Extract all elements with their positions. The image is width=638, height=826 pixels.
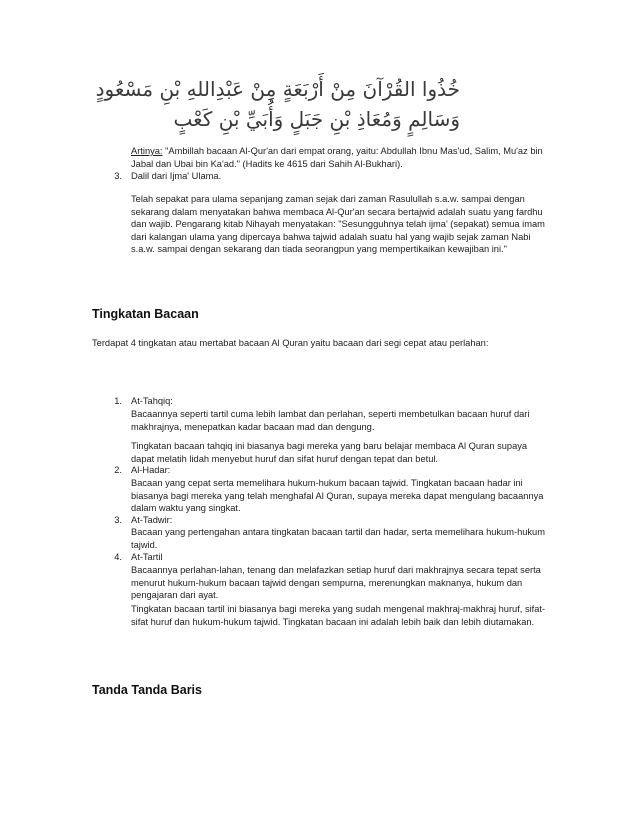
translation-text: "Ambillah bacaan Al-Qur'an dari empat orang, yaitu: Abdullah Ibnu Mas'ud, Salim, Mu'az bin Jabal dan Ubai bin Ka'ad." (Hadits ke 4615 dari Sahih Al-Bukhari). xyxy=(131,146,543,169)
point3-title: Dalil dari Ijma' Ulama. xyxy=(131,171,222,181)
section-heading-tingkatan-bacaan: Tingkatan Bacaan xyxy=(92,307,199,321)
item-3-number: 3. xyxy=(114,515,122,525)
item-4-body: Bacaannya perlahan-lahan, tenang dan melafazkan setiap huruf dari makhrajnya secara tepat serta menurut hukum-hukum bacaan tajwid dengan sempurna, merenungkan maknanya, hukum dan pengajaran dari ayat. xyxy=(131,565,541,600)
item-3-body: Bacaan yang pertengahan antara tingkatan bacaan tartil dan hadar, serta memelihara hukum-hukum tajwid. xyxy=(131,527,545,550)
item-1-number: 1. xyxy=(114,396,122,406)
item-4-number: 4. xyxy=(114,552,122,562)
item-2-number: 2. xyxy=(114,465,122,475)
item-3-title: At-Tadwir: xyxy=(131,515,173,525)
item-1-title: At-Tahqiq: xyxy=(131,396,173,406)
item-1-body: Bacaannya seperti tartil cuma lebih lambat dan perlahan, seperti membetulkan bacaan huruf dari makhrajnya, menepatkan kadar bacaan mad dan dengung. xyxy=(131,409,530,432)
point3-body: Telah sepakat para ulama sepanjang zaman sejak dari zaman Rasulullah s.a.w. sampai dengan sekarang dalam menyatakan bahwa membaca Al-Qur'an secara bertajwid adalah suatu yang fardhu dan wajib. Pengarang kitab Nihayah menyatakan: "Sesungguhnya telah ijma' (sepakat) semua imam dari kalangan ulama yang dipercaya bahwa tajwid adalah suatu hal yang wajib sejak zaman Nabi s.a.w. sampai dengan sekarang dan tiada seorangpun yang mempertikaikan kewajiban ini." xyxy=(131,194,545,254)
arabic-hadith-text xyxy=(95,74,460,142)
section-heading-tanda-tanda-baris: Tanda Tanda Baris xyxy=(92,683,202,697)
item-4-title: At-Tartil xyxy=(131,552,163,562)
arabic-line-1: خُذُوا القُرْآنَ مِنْ أَرْبَعَةٍ مِنْ عَبْدِاللهِ بْنِ مَسْعُودٍ xyxy=(95,77,460,101)
section-intro: Terdapat 4 tingkatan atau mertabat bacaan Al Quran yaitu bacaan dari segi cepat atau perlahan: xyxy=(92,338,489,348)
item-1-extra: Tingkatan bacaan tahqiq ini biasanya bagi mereka yang baru belajar membaca Al Quran supaya dapat melatih lidah menyebut huruf dan sifat huruf dengan tepat dan betul. xyxy=(131,441,528,464)
item-2-body: Bacaan yang cepat serta memelihara hukum-hukum bacaan tajwid. Tingkatan bacaan hadar ini biasanya bagi mereka yang telah menghafal Al Quran, supaya mereka dapat mengulang bacaannya dalam waktu yang singkat. xyxy=(131,478,544,513)
item-2-title: Al-Hadar: xyxy=(131,465,171,475)
item-4-extra: Tingkatan bacaan tartil ini biasanya bagi mereka yang sudah mengenal makhraj-makhraj huruf, sifat-sifat huruf dan hukum-hukum tajwid. Tingkatan bacaan ini adalah lebih baik dan lebih diutamakan. xyxy=(131,604,546,627)
translation-label: Artinya: xyxy=(131,146,163,156)
point3-number: 3. xyxy=(114,171,122,181)
arabic-line-2: وَسَالِمٍ وَمُعَاذِ بْنِ جَبَلٍ وَأُبَيِّ بْنِ كَعْبٍ xyxy=(173,107,460,131)
translation-paragraph xyxy=(131,145,551,170)
